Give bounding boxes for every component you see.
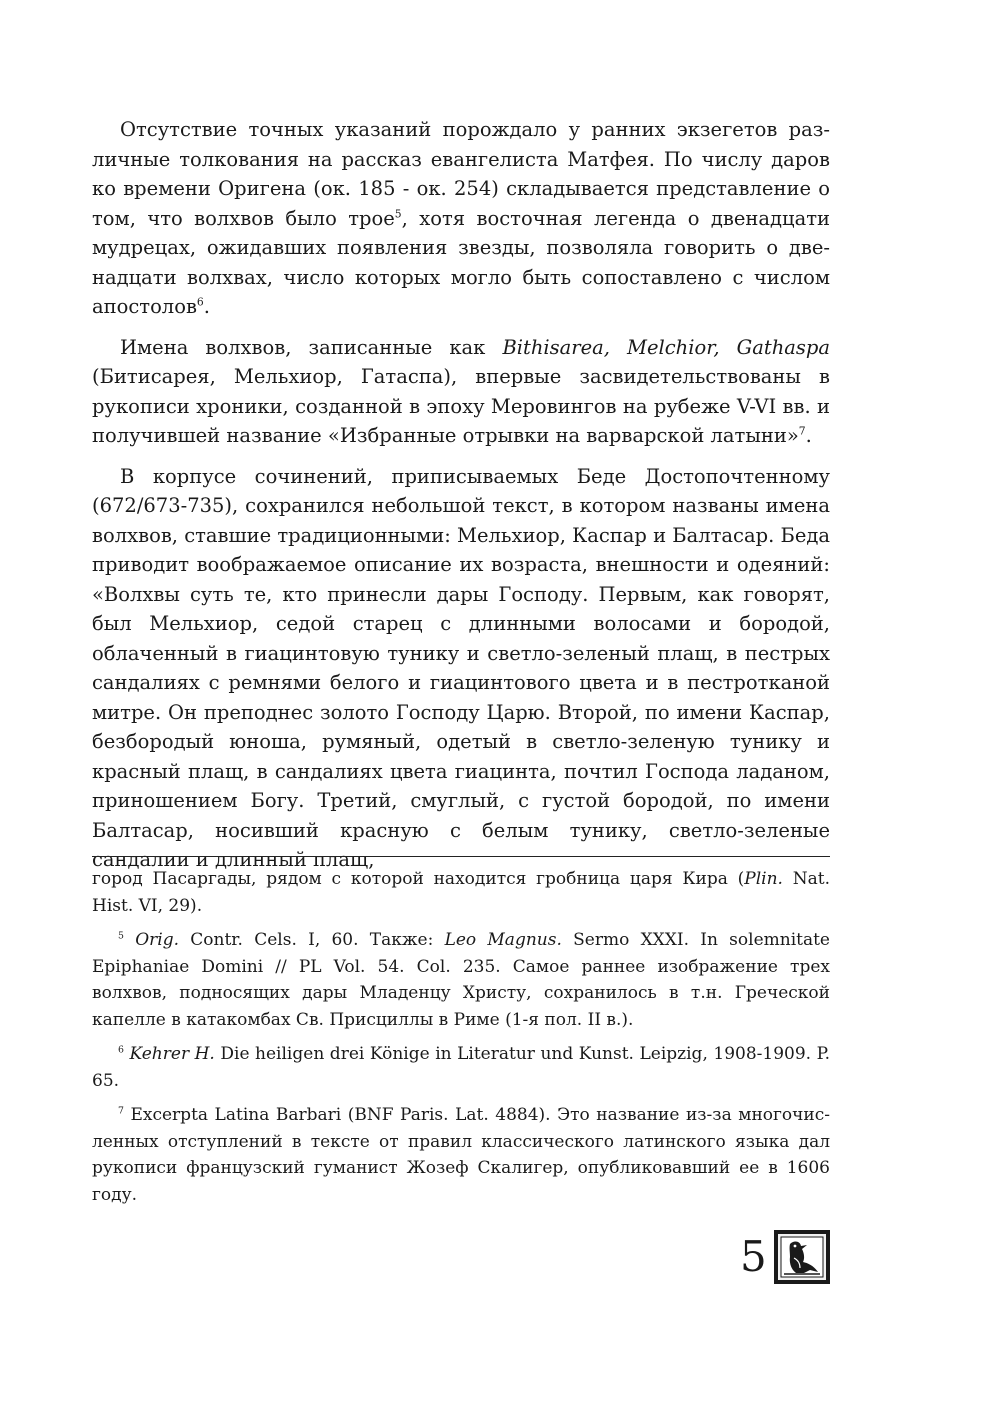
paragraph-text: . xyxy=(203,295,210,318)
paragraph-text: (Битисарея, Мельхиор, Гатаспа), впервые засвидетельствованы в рукописи хроники, созданной в эпоху Меровингов на рубеже V-VI вв. и получившей название «Избранные отрывки на варварской латыни» xyxy=(92,365,830,447)
footnote-text: город Пасаргады, рядом с которой находится гробница царя Кира ( xyxy=(92,869,745,889)
paragraph-1 xyxy=(92,115,830,322)
footnote-text: Nat. Hist. VI, 29). xyxy=(92,869,831,916)
footnote-continuation xyxy=(92,866,830,919)
paragraph-2 xyxy=(92,333,830,451)
footnote-ref-7[interactable]: 7 xyxy=(798,424,806,438)
main-text xyxy=(92,115,830,886)
footnote-ref-6[interactable]: 6 xyxy=(196,295,204,309)
bird-emblem-icon xyxy=(774,1230,830,1284)
latin-names: Bithisarea, Melchior, Gathaspa xyxy=(502,335,830,359)
footnote-7 xyxy=(92,1102,830,1208)
footnote-number: 7 xyxy=(118,1105,124,1117)
footnote-text: Contr. Cels. I, 60. Также: xyxy=(179,930,445,950)
footnote-number: 6 xyxy=(118,1044,124,1056)
paragraph-text: В корпусе сочинений, приписываемых Беде Достопочтенному (672/673-735), сохранился небольшой текст, в котором названы имена волхвов, ставшие традиционными: Мельхиор, Каспар и Балтасар. Беда приводит воображаемое описание их возраста, внешности и одеяний: «Волхвы суть те, кто принесли дары Господу. Первым, как говорят, был Мельхиор, седой старец с длинными волосами и бородой, облаченный в гиацинтовую тунику и светло-зеленый плащ, в пестрых сандалиях с ремнями белого и гиацинтового цвета и в пестротканой митре. Он преподнес золото Господу Царю. Второй, по имени Каспар, безбородый юноша, румяный, одетый в светло-зеленую тунику и красный плащ, в сандалиях цвета гиацинта, почтил Господа ладаном, приношением Богу. Третий, смуглый, с густой бородой, по имени Балтасар, носивший красную с белым тунику, светло-зеленые сандалии и длинный плащ, xyxy=(92,464,830,871)
paragraph-3 xyxy=(92,462,830,875)
page-number: 5 xyxy=(740,1232,767,1281)
footnote-number: 5 xyxy=(118,930,124,942)
footnote-text: Sermo XXXI. In solemnitate Epiphaniae Domini // PL Vol. 54. Col. 235. Самое раннее изображение трех волхвов, подносящих дары Младенцу Христу, сохранилось в т.н. Греческой капелле в катакомбах Св. Присциллы в Риме (1-я пол. II в.). xyxy=(92,930,830,1030)
footnote-italic: Leo Magnus. xyxy=(444,930,562,950)
footnotes xyxy=(92,866,830,1216)
footnote-italic: Plin. xyxy=(744,869,783,889)
footnote-text: Excerpta Latina Barbari (BNF Paris. Lat. 4884). Это название из-за многочисленных отступлений в тексте от правил классического латинского языка дал рукописи французский гуманист Жозеф Скалигер, опубликовавший ее в 1606 году. xyxy=(92,1105,830,1205)
paragraph-text: . xyxy=(805,424,812,447)
footnote-5 xyxy=(92,927,830,1033)
footnote-text: Die heiligen drei Könige in Literatur und Kunst. Leipzig, 1908-1909. P. 65. xyxy=(92,1044,831,1091)
footnote-divider xyxy=(92,856,830,857)
paragraph-text: , хотя восточная легенда о двенадцати мудрецах, ожидавших появления звезды, позволяла говорить о двенадцати волхвах, число которых могло быть сопоставлено с числом апостолов xyxy=(92,206,830,318)
footnote-italic: Orig. xyxy=(135,930,180,950)
paragraph-text: Имена волхвов, записанные как xyxy=(120,335,503,359)
footnote-ref-5[interactable]: 5 xyxy=(394,207,402,220)
paragraph-text: Отсутствие точных указаний порождало у ранних экзегетов различные толкования на рассказ евангелиста Матфея. По числу даров ко времени Оригена (ок. 185 - ок. 254) складывается представление о том, что волхвов было трое xyxy=(92,118,830,230)
footnote-italic: Kehrer H. xyxy=(129,1044,215,1064)
footnote-6 xyxy=(92,1041,830,1094)
